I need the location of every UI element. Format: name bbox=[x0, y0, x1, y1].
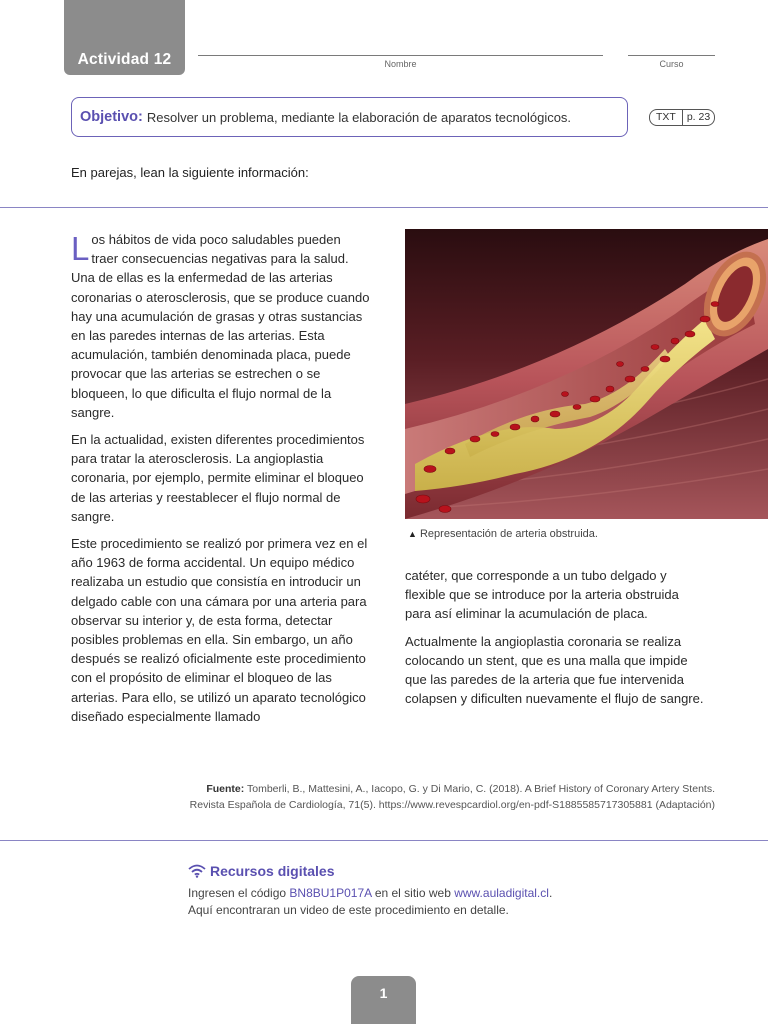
access-code: BN8BU1P017A bbox=[289, 886, 372, 900]
article-left-column bbox=[71, 230, 371, 734]
article-paragraph-4: catéter, que corresponde a un tubo delgado y flexible que se introduce por la arteria obstruida para así eliminar la acumulación de placa. bbox=[405, 568, 679, 622]
intro-instruction: En parejas, lean la siguiente información: bbox=[71, 165, 309, 180]
txt-page: p. 23 bbox=[686, 111, 711, 123]
caption-text: Representación de arteria obstruida. bbox=[419, 528, 598, 540]
figure-caption bbox=[408, 528, 598, 540]
artery-illustration bbox=[405, 229, 768, 519]
name-line[interactable] bbox=[198, 55, 603, 56]
divider-bottom bbox=[0, 840, 768, 841]
artery-image bbox=[405, 229, 768, 519]
article-paragraph-1: Los hábitos de vida poco saludables pueden traer consecuencias negativas para la salud. Una de ellas es la enfermedad de las arterias coronarias o aterosclerosis, que se produce cuando hay una acumulación de grasas y otras sustancias en las paredes internas de las arterias. Esta acumulación, también denominada placa, puede provocar que las arterias se estrechen o se bloqueen, lo que dificulta el flujo normal de la sangre. bbox=[71, 230, 370, 420]
source-line-1: Tomberli, B., Mattesini, A., Iacopo, G. y Di Mario, C. (2018). A Brief History of Coronary Artery Stents. bbox=[246, 783, 715, 795]
article-paragraph-3: Este procedimiento se realizó por primera vez en el año 1963 de forma accidental. Un equipo médico realizaba un estudio que consistía en introducir un delgado cable con una cámara por una arteria para observar su interior y, de esta forma, detectar posibles problemas en ella. Sin embargo, un año después se realizó oficialmente este procedimiento con el propósito de eliminar el bloqueo de las arterias. Para ello, se utilizó un aparato tecnológico diseñado especialmente llamado bbox=[71, 536, 368, 724]
source-citation bbox=[120, 781, 715, 813]
page-number: 1 bbox=[351, 976, 416, 1024]
txt-page-badge bbox=[649, 109, 715, 126]
divider-top bbox=[0, 207, 768, 208]
triangle-up-icon: ▲ bbox=[408, 529, 417, 539]
drop-cap: L bbox=[71, 230, 90, 267]
activity-tab bbox=[64, 0, 185, 75]
txt-label: TXT bbox=[650, 110, 683, 125]
source-line-2: Revista Española de Cardiología, 71(5). https://www.revespcardiol.org/en-pdf-S1885585717305881 (Adaptación) bbox=[189, 799, 715, 811]
source-label: Fuente: bbox=[206, 783, 245, 795]
digital-resources-title: Recursos digitales bbox=[188, 863, 335, 879]
course-label: Curso bbox=[659, 59, 684, 69]
article-paragraph-5: Actualmente la angioplastia coronaria se realiza colocando un stent, que es una malla que impide que las paredes de la arteria que fue intervenida colapsen y dificulten nuevamente el flujo de sangre. bbox=[405, 633, 704, 707]
article-right-column bbox=[405, 566, 705, 716]
article-paragraph-2: En la actualidad, existen diferentes procedimientos para tratar la aterosclerosis. La angioplastia coronaria, por ejemplo, permite eliminar el bloqueo de las arterias y reestablecer el flujo normal de sangre. bbox=[71, 432, 365, 524]
digital-resources-text: Ingresen el código BN8BU1P017A en el sitio web www.auladigital.cl. Aquí encontraran un video de este procedimiento en detalle. bbox=[188, 886, 553, 917]
name-label: Nombre bbox=[384, 59, 417, 69]
objective-label: Objetivo: bbox=[80, 109, 143, 125]
activity-title: Actividad 12 bbox=[77, 51, 172, 68]
objective-text: Resolver un problema, mediante la elaboración de aparatos tecnológicos. bbox=[146, 109, 572, 125]
course-line[interactable] bbox=[628, 55, 715, 56]
objective-box bbox=[71, 97, 628, 137]
website-link[interactable]: www.auladigital.cl bbox=[454, 886, 549, 900]
wifi-icon bbox=[188, 864, 206, 878]
